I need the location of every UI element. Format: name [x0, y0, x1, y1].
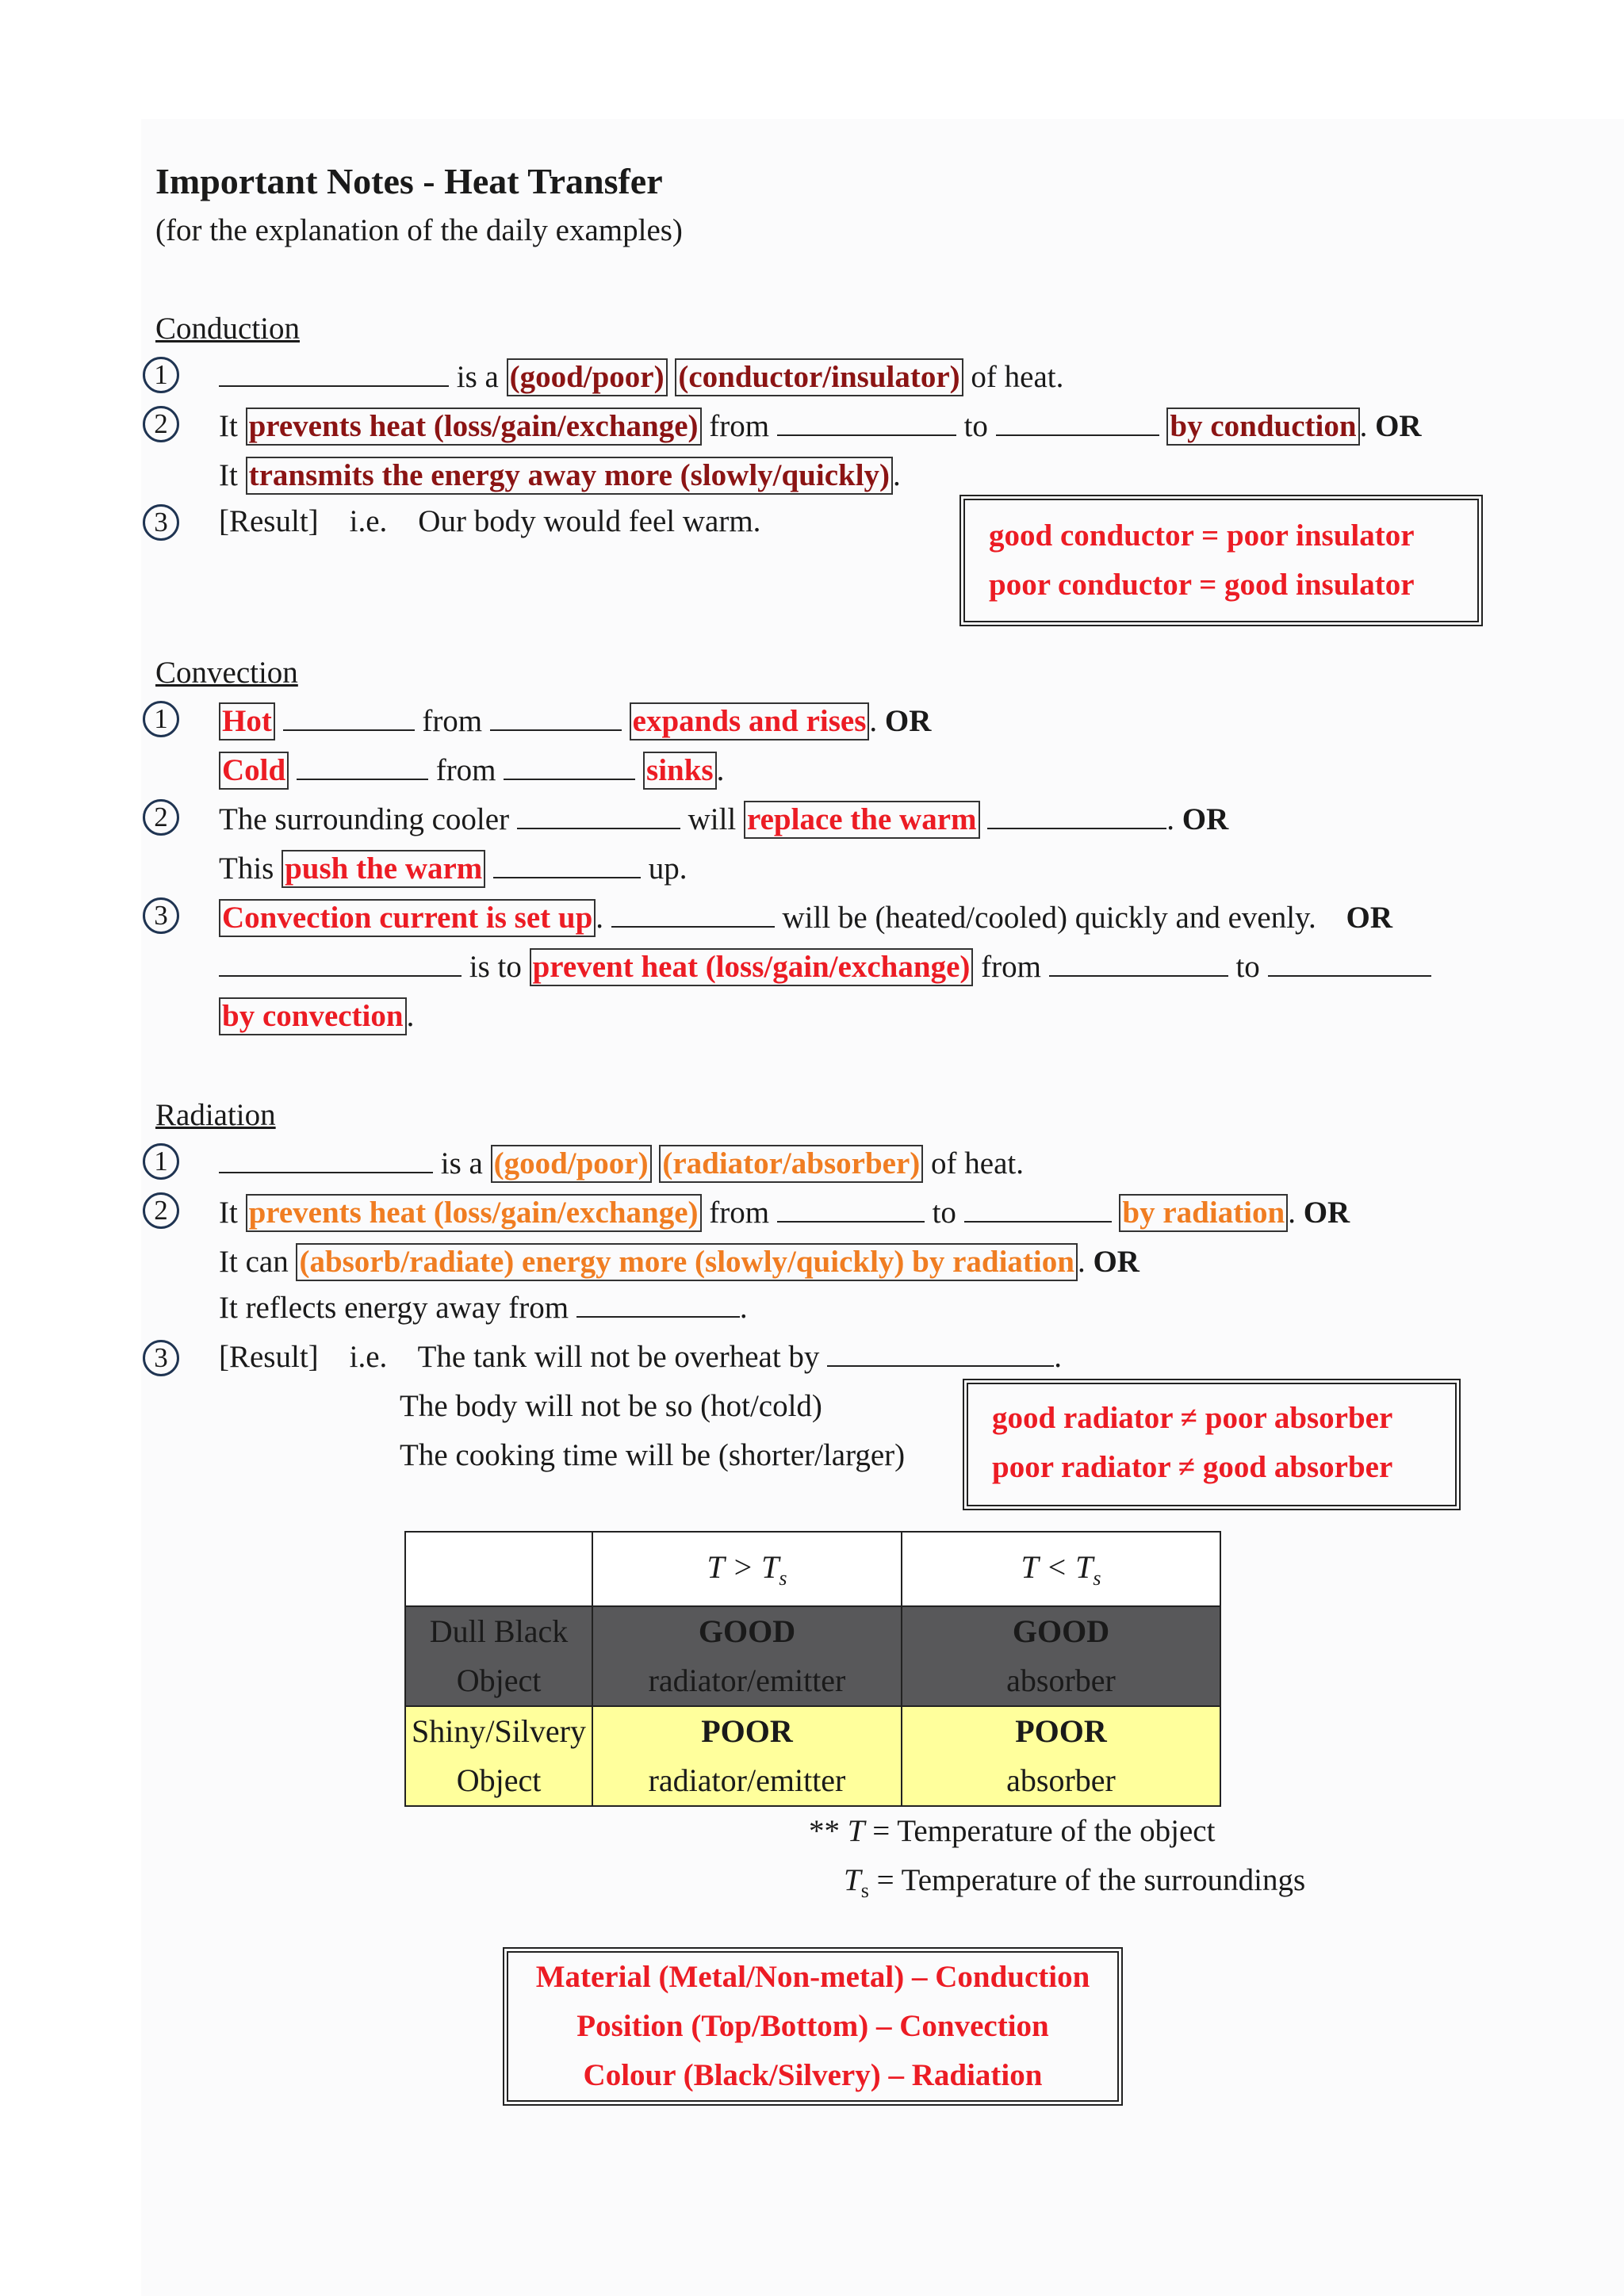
text-fragment: to — [932, 1196, 956, 1230]
answer-box: expands and rises — [630, 702, 870, 740]
text-fragment: . — [1054, 1340, 1062, 1374]
answer-box: (conductor/insulator) — [675, 358, 963, 396]
text-fragment: up. — [648, 851, 688, 886]
radiation-line-2 — [219, 1194, 1350, 1232]
convection-line-3 — [219, 801, 1228, 839]
table-header — [592, 1532, 902, 1606]
text-fragment: [Result] i.e. The tank will not be overheat by — [219, 1340, 820, 1374]
answer-blank — [297, 755, 428, 780]
text-fragment: . — [893, 458, 901, 492]
summary-line: Position (Top/Bottom) – Convection — [576, 2009, 1049, 2043]
radiation-note-box — [963, 1379, 1461, 1510]
table-corner-cell — [405, 1532, 592, 1606]
conduction-note-box — [959, 495, 1483, 626]
step-number-3: 3 — [143, 504, 179, 541]
note-line: good conductor = poor insulator — [989, 519, 1415, 553]
radiation-table — [404, 1531, 1221, 1807]
header-subscript: s — [779, 1566, 787, 1590]
answer-blank — [517, 804, 680, 829]
convection-line-1 — [219, 702, 931, 740]
or-label: OR — [1093, 1245, 1139, 1279]
step-number-2: 2 — [143, 1192, 179, 1229]
cell-label: radiator/emitter — [648, 1762, 846, 1798]
text-fragment: This — [219, 851, 274, 886]
table-row — [405, 1606, 1220, 1706]
or-label: OR — [1303, 1196, 1350, 1230]
text-fragment: The surrounding cooler — [219, 802, 510, 836]
answer-box: by conduction — [1166, 408, 1359, 446]
radiation-line-3 — [219, 1243, 1139, 1281]
answer-blank — [996, 411, 1159, 436]
cell-label: absorber — [1006, 1762, 1116, 1798]
text-fragment: . — [1166, 802, 1175, 836]
table-cell — [592, 1706, 902, 1806]
text-fragment: is a — [440, 1146, 483, 1181]
answer-box: (good/poor) — [491, 1145, 652, 1183]
answer-box: Cold — [219, 752, 289, 790]
text-fragment: to — [1235, 950, 1260, 984]
text-fragment: from — [422, 704, 483, 738]
radiation-heading: Radiation — [155, 1098, 276, 1132]
or-label: OR — [1346, 901, 1392, 935]
step-number-2: 2 — [143, 406, 179, 442]
cell-rating: GOOD — [1012, 1613, 1110, 1649]
convection-heading: Convection — [155, 656, 298, 690]
cell-label: absorber — [1006, 1663, 1116, 1698]
text-fragment: to — [963, 409, 988, 443]
answer-blank — [219, 1148, 433, 1173]
text-fragment: from — [435, 753, 496, 787]
text-fragment: . — [1077, 1245, 1086, 1279]
text-fragment: will — [688, 802, 737, 836]
answer-blank — [611, 902, 775, 928]
conduction-line-3 — [219, 457, 901, 495]
answer-box: by convection — [219, 997, 407, 1035]
answer-blank — [964, 1197, 1112, 1223]
answer-box: sinks — [643, 752, 717, 790]
text-fragment: . — [596, 901, 604, 935]
answer-blank — [219, 362, 449, 387]
radiation-line-1 — [219, 1145, 1024, 1183]
text-fragment: of heat. — [931, 1146, 1024, 1181]
label-line: Object — [456, 1762, 542, 1798]
text-fragment: . — [406, 999, 415, 1033]
or-label: OR — [1375, 409, 1422, 443]
radiation-line-5 — [219, 1341, 1062, 1372]
text-fragment: = Temperature of the surroundings — [868, 1863, 1306, 1897]
cell-label: radiator/emitter — [648, 1663, 846, 1698]
label-line: Object — [456, 1663, 542, 1698]
answer-blank — [777, 1197, 925, 1223]
answer-box: Hot — [219, 702, 275, 740]
text-fragment: It — [219, 458, 238, 492]
table-cell — [902, 1706, 1220, 1806]
variable: T — [847, 1814, 865, 1848]
answer-blank — [987, 804, 1166, 829]
answer-box: (radiator/absorber) — [659, 1145, 923, 1183]
cell-rating: GOOD — [698, 1613, 796, 1649]
text-fragment: . — [1288, 1196, 1296, 1230]
answer-box: replace the warm — [744, 801, 980, 839]
conduction-line-4: [Result] i.e. Our body would feel warm. — [219, 504, 761, 538]
text-fragment: = Temperature of the object — [864, 1814, 1216, 1848]
radiation-line-6: The body will not be so (hot/cold) — [400, 1389, 822, 1423]
text-fragment: is to — [469, 950, 522, 984]
variable: T — [844, 1863, 861, 1897]
convection-line-6 — [219, 948, 1431, 986]
answer-blank — [827, 1341, 1054, 1367]
table-cell — [902, 1606, 1220, 1706]
cell-rating: POOR — [701, 1713, 793, 1749]
answer-blank — [219, 951, 462, 977]
conduction-line-1 — [219, 358, 1063, 396]
radiation-line-4 — [219, 1292, 748, 1323]
step-number-1: 1 — [143, 357, 179, 393]
footnote-line-1 — [809, 1816, 1215, 1846]
label-line: Dull Black — [429, 1613, 569, 1649]
note-line: poor conductor = good insulator — [989, 568, 1415, 602]
text-fragment: . — [739, 1291, 748, 1325]
answer-blank — [777, 411, 956, 436]
text-fragment: ** — [809, 1814, 848, 1848]
convection-line-2 — [219, 752, 724, 790]
variable-subscript: s — [860, 1878, 869, 1902]
label-line: Shiny/Silvery — [411, 1713, 587, 1749]
table-cell — [592, 1606, 902, 1706]
header-text: T < T — [1021, 1548, 1094, 1585]
conduction-line-2 — [219, 408, 1422, 446]
text-fragment: It — [219, 409, 238, 443]
convection-line-4 — [219, 850, 688, 888]
answer-box: by radiation — [1119, 1194, 1288, 1232]
answer-box: Convection current is set up — [219, 899, 596, 937]
answer-box: prevents heat (loss/gain/exchange) — [246, 1194, 702, 1232]
step-number-3: 3 — [143, 1340, 179, 1376]
step-number-2: 2 — [143, 799, 179, 836]
text-fragment: . — [1359, 409, 1368, 443]
summary-line: Colour (Black/Silvery) – Radiation — [583, 2058, 1043, 2092]
answer-box: push the warm — [282, 850, 485, 888]
conduction-heading: Conduction — [155, 312, 300, 346]
answer-blank — [504, 755, 635, 780]
text-fragment: It — [219, 1196, 238, 1230]
answer-blank — [283, 706, 415, 731]
text-fragment: from — [709, 409, 770, 443]
answer-blank — [1268, 951, 1431, 977]
answer-blank — [493, 853, 641, 878]
text-fragment: . — [716, 753, 725, 787]
answer-blank — [490, 706, 622, 731]
summary-box — [503, 1947, 1123, 2106]
text-fragment: It can — [219, 1245, 289, 1279]
step-number-1: 1 — [143, 701, 179, 737]
answer-box: transmits the energy away more (slowly/quickly) — [246, 457, 893, 495]
page-title: Important Notes - Heat Transfer — [155, 161, 663, 201]
or-label: OR — [884, 704, 932, 738]
or-label: OR — [1182, 802, 1229, 836]
text-fragment: is a — [456, 360, 499, 394]
note-line: poor radiator ≠ good absorber — [992, 1450, 1393, 1484]
cell-rating: POOR — [1015, 1713, 1107, 1749]
table-row — [405, 1706, 1220, 1806]
answer-box: prevents heat (loss/gain/exchange) — [246, 408, 702, 446]
text-fragment: from — [709, 1196, 770, 1230]
answer-box: (absorb/radiate) energy more (slowly/quickly) by radiation — [296, 1243, 1078, 1281]
answer-blank — [576, 1292, 740, 1318]
answer-box: prevent heat (loss/gain/exchange) — [530, 948, 974, 986]
answer-box: (good/poor) — [507, 358, 668, 396]
answer-blank — [1049, 951, 1228, 977]
text-fragment: It reflects energy away from — [219, 1291, 569, 1325]
convection-line-5 — [219, 899, 1392, 937]
step-number-3: 3 — [143, 897, 179, 934]
text-fragment: from — [981, 950, 1041, 984]
radiation-line-7: The cooking time will be (shorter/larger) — [400, 1438, 906, 1472]
text-fragment: will be (heated/cooled) quickly and evenly. — [782, 901, 1316, 935]
summary-line: Material (Metal/Non-metal) – Conduction — [535, 1960, 1090, 1994]
row-label — [405, 1606, 592, 1706]
header-subscript: s — [1093, 1566, 1101, 1590]
step-number-1: 1 — [143, 1143, 179, 1180]
header-text: T > T — [707, 1548, 779, 1585]
row-label — [405, 1706, 592, 1806]
table-header — [902, 1532, 1220, 1606]
note-line: good radiator ≠ poor absorber — [992, 1401, 1393, 1435]
footnote-line-2 — [844, 1865, 1305, 1901]
convection-line-7 — [219, 997, 414, 1035]
page-subtitle: (for the explanation of the daily examples) — [155, 213, 683, 247]
text-fragment: . — [869, 704, 878, 738]
text-fragment: of heat. — [971, 360, 1064, 394]
